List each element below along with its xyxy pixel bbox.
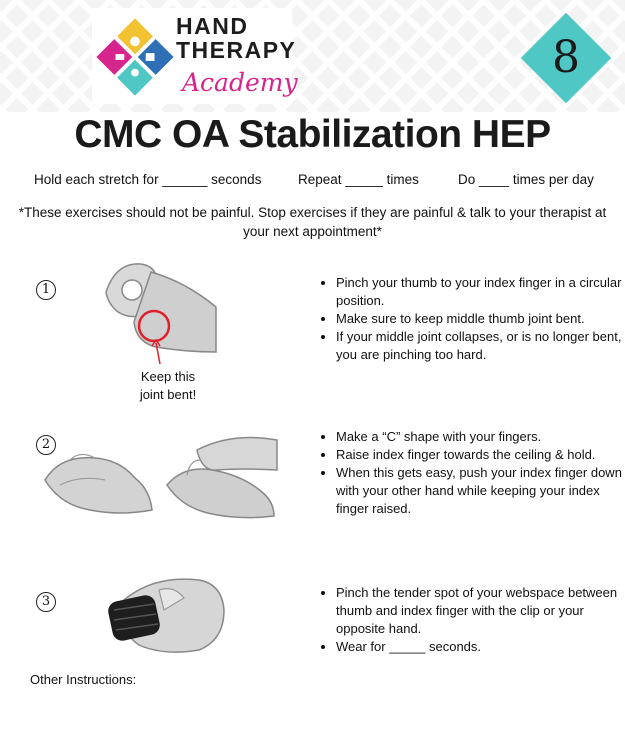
exercise-3-hand-with-clip-illustration: [104, 570, 228, 656]
logo-text-hand: HAND: [176, 13, 249, 39]
exercise-2-number: 2: [36, 435, 56, 455]
logo-text-therapy: THERAPY: [176, 37, 297, 63]
list-item: • Pinch the tender spot of your webspace between thumb and index finger with the clip or your opposite hand.: [336, 584, 625, 638]
page-number-badge: [520, 12, 612, 104]
exercise-1-caption: Keep this joint bent!: [139, 369, 197, 402]
list-item: • If your middle joint collapses, or is no longer bent, you are pinching too hard.: [336, 328, 625, 364]
badge-number: 8: [552, 32, 580, 83]
repeat-instruction: Repeat _____ times: [298, 172, 419, 187]
logo-diamond-icon: [96, 18, 174, 96]
list-item: • Pinch your thumb to your index finger in a circular position.: [336, 274, 625, 310]
exercise-2-bullets: [316, 428, 625, 518]
hand-therapy-academy-logo: [92, 8, 298, 104]
do-instruction: Do ____ times per day: [458, 172, 594, 187]
hold-instruction: Hold each stretch for ______ seconds: [34, 172, 262, 187]
list-item: • When this gets easy, push your index finger down with your other hand while keeping your index finger raised.: [336, 464, 625, 518]
exercise-3-bullets: [316, 584, 625, 656]
list-item: • Wear for _____ seconds.: [336, 638, 625, 656]
exercise-1-bullets: [316, 274, 625, 364]
exercise-1-number: 1: [36, 280, 56, 300]
exercise-1-hand-illustration: [96, 252, 221, 364]
exercise-2-hand-illustration-right: [162, 430, 282, 522]
list-item: • Make a “C” shape with your fingers.: [336, 428, 625, 446]
list-item: • Make sure to keep middle thumb joint bent.: [336, 310, 625, 328]
other-instructions-label: Other Instructions:: [30, 672, 137, 687]
warning-text: *These exercises should not be painful. Stop exercises if they are painful & talk to your therapist at your next appointment*: [18, 205, 607, 239]
exercise-3-number: 3: [36, 592, 56, 612]
list-item: • Raise index finger towards the ceiling & hold.: [336, 446, 625, 464]
exercise-2-hand-illustration-left: [40, 430, 160, 522]
page-title: CMC OA Stabilization HEP: [74, 113, 551, 156]
logo-text-academy: Academy: [182, 68, 298, 97]
